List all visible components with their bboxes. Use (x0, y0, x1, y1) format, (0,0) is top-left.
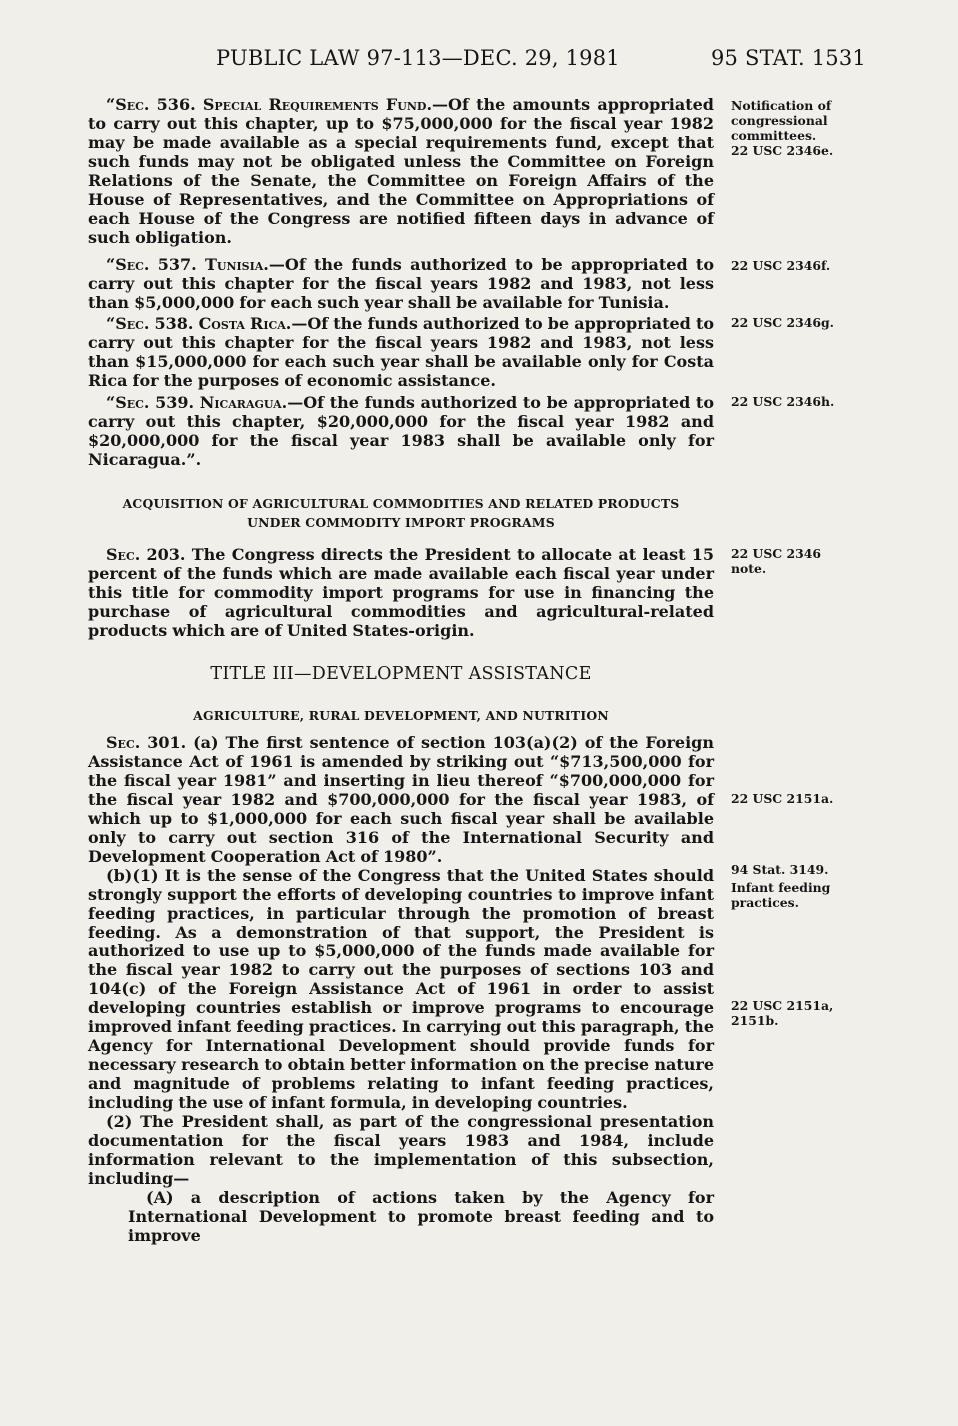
running-header-title: PUBLIC LAW 97-113—DEC. 29, 1981 (216, 46, 620, 70)
sidenote-usc-2151a: 22 USC 2151a. (731, 791, 834, 806)
sidenote-notification-text: Notification of congressional committees. (731, 98, 832, 143)
title-iii-heading: TITLE III—DEVELOPMENT ASSISTANCE (210, 664, 592, 684)
section-538-paragraph (88, 315, 714, 391)
section-203-paragraph (88, 546, 714, 641)
section-301-heading: Sec. 301. (106, 733, 187, 752)
sidenote-usc-2346h: 22 USC 2346h. (731, 394, 835, 409)
section-301-subsection-b2: (2) The President shall, as part of the congressional presentation documentation for the fiscal years 1983 and 1984, include information relevant to the implementation of this subsection, including— (88, 1112, 714, 1188)
section-539-paragraph (88, 394, 714, 470)
section-203 (88, 546, 714, 641)
sidenote-infant-feeding: Infant feeding practices. (731, 880, 831, 910)
sidenote-94-stat-3149: 94 Stat. 3149. (731, 862, 829, 877)
sidenote-usc-2346g: 22 USC 2346g. (731, 315, 834, 330)
section-301-a-text: (a) The first sentence of section 103(a)(2) of the Foreign Assistance Act of 1961 is amended by striking out “$713,500,000 for the fiscal year 1981” and inserting in lieu thereof “$700,000,000 for the fiscal year 1982 and $700,000,000 for the fiscal year 1983, of which up to $1,000,000 for each such fiscal year shall be available only to carry out section 316 of the International Security and Development Cooperation Act of 1980”. (88, 733, 714, 866)
section-538-heading: “Sec. 538. Costa Rica.— (106, 314, 308, 333)
sidenote-usc-2346e: 22 USC 2346e. (731, 143, 834, 158)
section-301-subsection-b1: (b)(1) It is the sense of the Congress that the United States should strongly support the efforts of developing countries to improve infant feeding practices, in particular through the promotion of breast feeding. As a demonstration of that support, the President is authorized to use up to $5,000,000 of the funds made available for the fiscal year 1982 to carry out the purposes of sections 103 and 104(c) of the Foreign Assistance Act of 1961 in order to assist developing countries establish or improve programs to encourage improved infant feeding practices. In carrying out this paragraph, the Agency for International Development should provide funds for necessary research to obtain better information on the precise nature and magnitude of problems relating to infant feeding practices, including the use of infant formula, in developing countries. (88, 865, 714, 1113)
title-iii-block (88, 664, 714, 684)
section-539-text: Of the funds authorized to be appropriated to carry out this chapter, $20,000,000 for the fiscal year 1982 and $20,000,000 for the fiscal year 1983 shall be available only for Nicaragua.”. (88, 393, 714, 469)
acquisition-heading (88, 494, 714, 532)
section-538 (88, 315, 714, 391)
section-537-text: Of the funds authorized to be appropriated to carry out this chapter for the fiscal years 1982 and 1983, not less than $5,000,000 for each such year shall be available for Tunisia. (88, 255, 714, 312)
sidenote-notification (731, 98, 881, 158)
section-301-subsection-b2a (88, 1189, 714, 1246)
acquisition-heading-line-1: ACQUISITION OF AGRICULTURAL COMMODITIES AND RELATED PRODUCTS (122, 496, 680, 511)
running-header-stat: 95 STAT. 1531 (711, 46, 866, 70)
section-203-text: The Congress directs the President to allocate at least 15 percent of the funds which are made available each fiscal year under this title for commodity import programs for use in financing the purchase of agricultural commodities and agricultural-related products which are of United States-origin. (88, 545, 714, 640)
section-539 (88, 394, 714, 470)
section-537 (88, 256, 714, 313)
section-536-text: Of the amounts appropriated to carry out this chapter, up to $75,000,000 for the fiscal year 1982 may be made available as a special requirements fund, except that such funds may not be obligated unless the Committee on Foreign Relations of the Senate, the Committee on Foreign Affairs of the House of Representatives, and the Committee on Appropriations of each House of the Congress are notified fifteen days in advance of such obligation. (88, 95, 714, 247)
section-301-subsection-a (88, 734, 714, 867)
section-301 (88, 734, 714, 1246)
agriculture-heading-block (88, 706, 714, 725)
section-539-heading: “Sec. 539. Nicaragua.— (106, 393, 304, 412)
sidenote-usc-2346-note: 22 USC 2346 note. (731, 546, 821, 576)
sidenote-usc-2346f: 22 USC 2346f. (731, 258, 831, 273)
section-203-heading: Sec. 203. (106, 545, 186, 564)
section-538-text: Of the funds authorized to be appropriated to carry out this chapter for the fiscal years 1982 and 1983, not less than $15,000,000 for each such year shall be available only for Costa Rica for the purposes of economic assistance. (88, 314, 714, 390)
agriculture-heading: AGRICULTURE, RURAL DEVELOPMENT, AND NUTRITION (193, 708, 609, 723)
section-536-heading: “Sec. 536. Special Requirements Fund.— (106, 95, 449, 114)
section-536 (88, 96, 714, 248)
section-536-paragraph (88, 96, 714, 248)
section-537-heading: “Sec. 537. Tunisia.— (106, 255, 285, 274)
acquisition-heading-line-2: UNDER COMMODITY IMPORT PROGRAMS (247, 515, 555, 530)
section-301-b2a-text: (A) a description of actions taken by the Agency for International Development to promote breast feeding and to improve (128, 1187, 714, 1245)
section-537-paragraph (88, 256, 714, 313)
sidenote-usc-2151a-2151b: 22 USC 2151a, 2151b. (731, 998, 834, 1028)
